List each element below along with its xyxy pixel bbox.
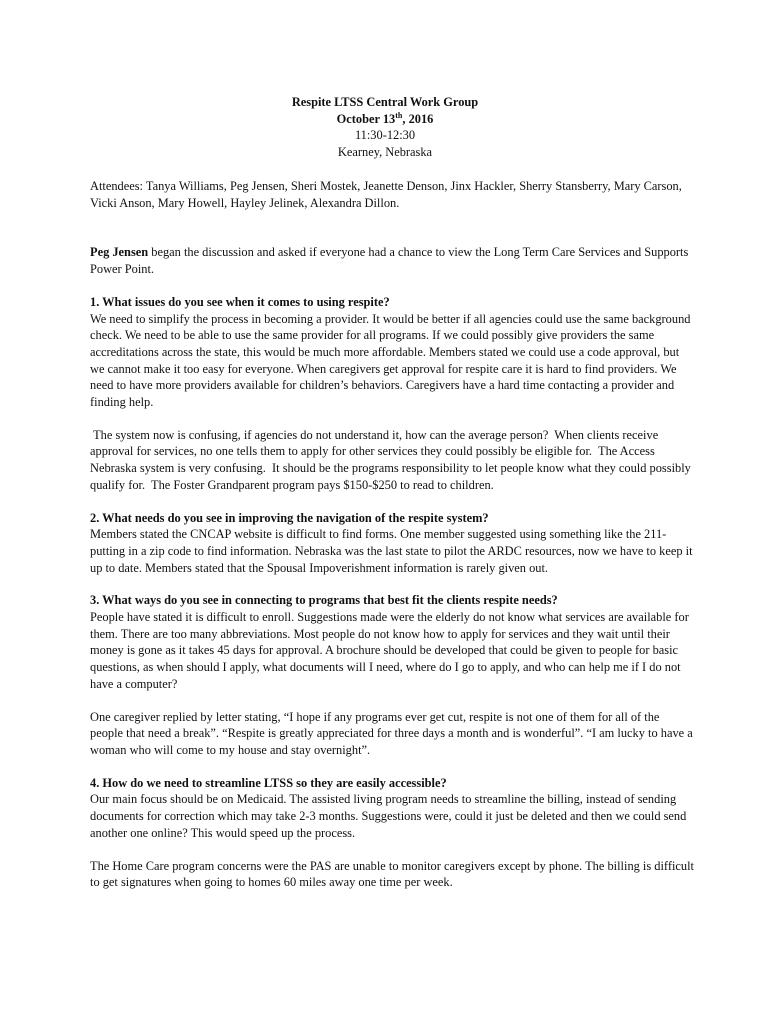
speaker-name: Peg Jensen (90, 245, 149, 260)
section-paragraph: We need to simplify the process in becoming a provider. It would be better if all agencies could use the same background check. We need to be able to use the same provider for all programs. If we could possibly give providers the same accreditations across the state, this would be much more affordable. Members stated we could use a code approval, but we cannot make it too easy for everyone. When caregivers get approval for respite care it is hard to find providers. We need to have more providers available for children’s behaviors. Caregivers have a hard time contacting a provider and finding help. (90, 311, 691, 410)
meeting-time: 11:30-12:30 (354, 128, 416, 142)
meeting-location: Kearney, Nebraska (337, 144, 433, 159)
section-paragraph: Our main focus should be on Medicaid. The assisted living program needs to streamline the billing, instead of sending documents for correction which may take 2-3 months. Suggestions were, could it just be deleted and then we could send another one online? This would speed up the process. (90, 792, 687, 840)
section-paragraph: The Home Care program concerns were the PAS are unable to monitor caregivers except by phone. The billing is difficult to get signatures when going to homes 60 miles away one time per week. (90, 858, 694, 890)
meeting-date-suffix: th (395, 110, 403, 120)
meeting-date-year: , 2016 (402, 111, 434, 126)
section-question: 4. How do we need to streamline LTSS so they are easily accessible? (90, 775, 447, 790)
intro-paragraph (90, 244, 694, 277)
section-paragraph: The system now is confusing, if agencies do not understand it, how can the average person? When clients receive approval for services, no one tells them to apply for other services they could possibly be eligible for. The Access Nebraska system is very confusing. It should be the programs responsibility to let people know what they could possibly qualify for. The Foster Grandparent program pays $150-$250 to read to children. (90, 427, 694, 492)
section-question: 3. What ways do you see in connecting to programs that best fit the clients respite needs? (90, 593, 558, 608)
section-paragraph: People have stated it is difficult to enroll. Suggestions made were the elderly do not know what services are available for them. There are too many abbreviations. Most people do not know how to apply for services and they wait until their money is gone as it takes 45 days for approval. A brochure should be developed that could be given to people for basic questions, as when should I apply, what documents will I need, where do I go to apply, and who can help me if I do not have a computer? (90, 610, 689, 691)
meeting-date (0, 111, 770, 128)
section-2 (90, 510, 694, 577)
meeting-date-main: October 13 (336, 111, 396, 126)
section-question: 2. What needs do you see in improving the navigation of the respite system? (90, 510, 489, 525)
document-body (90, 178, 694, 891)
section-4 (90, 775, 694, 891)
document-title: Respite LTSS Central Work Group (291, 95, 479, 109)
section-1 (90, 294, 694, 494)
section-paragraph: Members stated the CNCAP website is difficult to find forms. One member suggested using something like the 211-putting in a zip code to find information. Nebraska was the last state to pilot the ARDC resources, now we have to keep it up to date. Members stated that the Spousal Impoverishment information is rarely given out. (90, 527, 693, 575)
section-paragraph: One caregiver replied by letter stating, “I hope if any programs ever get cut, respite is not one of them for all of the people that need a break”. “Respite is greatly appreciated for three days a month and is wonderful”. “I am lucky to have a woman who will come to my house and stay overnight”. (90, 709, 693, 757)
intro-text: began the discussion and asked if everyone had a chance to view the Long Term Care Services and Supports Power Point. (90, 245, 689, 277)
document-header (0, 94, 770, 160)
section-3 (90, 592, 694, 758)
attendees-list: Attendees: Tanya Williams, Peg Jensen, Sheri Mostek, Jeanette Denson, Jinx Hackler, Sherry Stansberry, Mary Carson, Vicki Anson, Mary Howell, Hayley Jelinek, Alexandra Dillon. (90, 179, 682, 210)
section-question: 1. What issues do you see when it comes to using respite? (90, 294, 390, 309)
